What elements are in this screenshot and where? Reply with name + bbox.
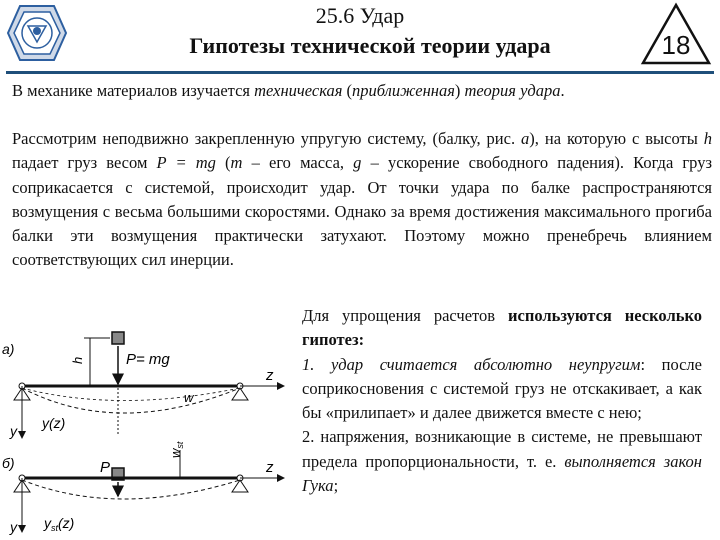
- wst-label: $w_{st}$: [168, 441, 185, 458]
- header-divider: [6, 71, 714, 74]
- text: ), на которую с высоты: [529, 129, 704, 148]
- z-label-b: z: [266, 459, 274, 476]
- term: техническая: [254, 81, 343, 100]
- symbol: m: [230, 153, 243, 173]
- figure-ref: а: [521, 129, 530, 148]
- label-b: б): [2, 455, 15, 471]
- deflection-curve-label-a: y(z): [42, 415, 66, 431]
- label-a: а): [2, 341, 15, 357]
- hypothesis-1: 1. удар считается абсолютно неупругим: [302, 354, 641, 374]
- symbol: g: [353, 153, 362, 173]
- y-label-a: y: [10, 423, 17, 439]
- beam-impact-figure: [0, 318, 296, 540]
- symbol: h: [703, 129, 712, 148]
- intro-paragraph: [12, 79, 712, 103]
- deflection-curve-label-b: $y_{st}(z)$: [44, 515, 75, 533]
- text: : после соприкосновения с системой груз не отскакивает, а как бы «прилипает» и далее движется вместе с нею;: [302, 354, 702, 423]
- text: Для упрощения расчетов: [302, 306, 508, 325]
- term: приближенная: [352, 81, 455, 100]
- text: В механике материалов изучается: [12, 81, 255, 100]
- text: .: [560, 81, 565, 100]
- text: ;: [333, 476, 339, 496]
- load-block: [112, 332, 124, 344]
- height-label: h: [70, 356, 85, 364]
- term: выполняется закон Гука: [302, 451, 702, 496]
- emphasis: используются несколько гипотез:: [302, 306, 702, 350]
- term: теория удара: [464, 81, 561, 100]
- slide-header: [0, 0, 720, 70]
- page-number: 18: [661, 30, 691, 60]
- text: (: [342, 81, 353, 100]
- z-label-a: z: [266, 367, 274, 384]
- y-label-b: y: [10, 519, 17, 535]
- load-label: P= mg: [126, 351, 170, 368]
- text: – его масса,: [242, 153, 354, 173]
- hypotheses-paragraph: [302, 304, 702, 498]
- page-number-badge: [640, 2, 712, 66]
- text: падает груз весом: [12, 153, 157, 173]
- text: ): [454, 81, 465, 100]
- formula: P = mg: [156, 153, 216, 173]
- text: (: [215, 153, 231, 173]
- text: – ускорение свободного падения). Когда груз соприкасается с системой, происходит удар. От точки удара по балке распространяются возмущения с весьма большими скоростями. Однако за время достижения максимального прогиба балки эти возмущения практически затухают. Поэтому можно пренебречь влиянием соответствующих сил инерции.: [12, 153, 712, 270]
- section-title: 25.6 Удар: [315, 3, 405, 28]
- deflection-b: [22, 480, 240, 499]
- support-right-b: [232, 480, 248, 492]
- description-paragraph: [12, 127, 712, 273]
- page-title: Гипотезы технической теории удара: [189, 33, 551, 58]
- load-label-b: P: [100, 459, 111, 476]
- text: Рассмотрим неподвижно закрепленную упругую систему, (балку, рис.: [12, 129, 522, 148]
- deflection-label-a: w: [184, 390, 194, 405]
- hypothesis-2: 2. напряжения, возникающие в системе, не превышают предела пропорциональности, т. е.: [302, 427, 702, 471]
